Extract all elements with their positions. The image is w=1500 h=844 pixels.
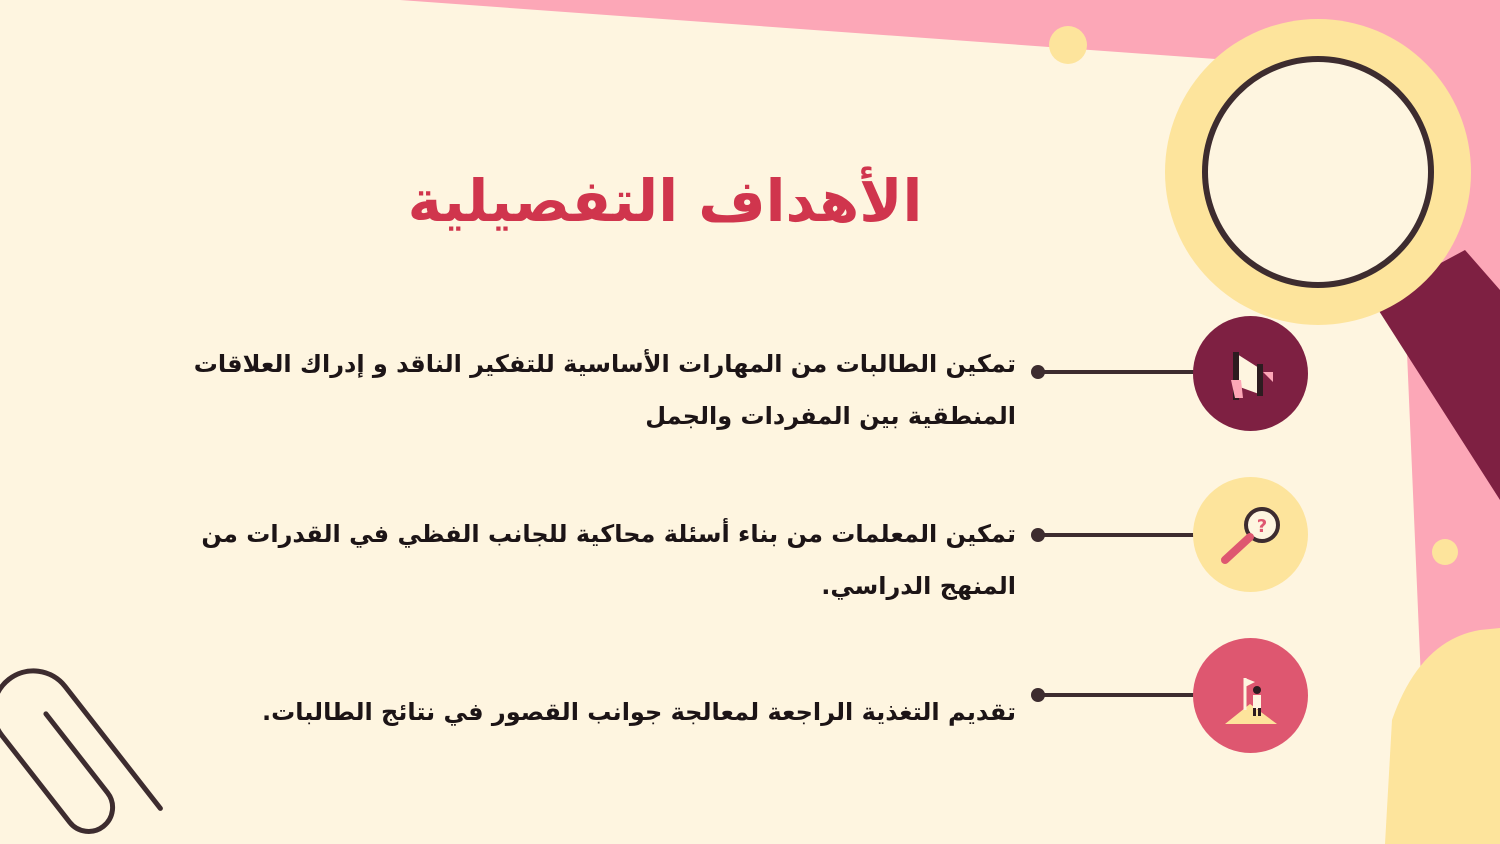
objective-1-text: تمكين الطالبات من المهارات الأساسية للتفكير الناقد و إدراك العلاقات المنطقية بين المفردات والجمل (193, 350, 1016, 430)
megaphone-icon (1193, 316, 1308, 431)
objective-3-connector (1037, 693, 1197, 697)
yellow-blob-shape (1385, 628, 1500, 844)
svg-text:?: ? (1256, 516, 1268, 537)
objective-2-connector (1037, 533, 1197, 537)
objective-2-text: تمكين المعلمات من بناء أسئلة محاكية للجانب الفظي في القدرات من المنهج الدراسي. (201, 520, 1016, 600)
flag-mountain-icon (1193, 638, 1308, 753)
yellow-dot (1049, 26, 1087, 64)
paperclip-icon (0, 655, 160, 844)
objective-3-icon-badge (1193, 638, 1308, 753)
objective-2-icon-badge (1193, 477, 1308, 592)
objective-1-connector (1037, 370, 1197, 374)
magnifier-question-icon (1193, 477, 1308, 592)
slide-title: الأهداف التفصيلية (407, 167, 923, 235)
yellow-dot (1432, 539, 1458, 565)
objective-1-icon-badge (1193, 316, 1308, 431)
objective-3-text: تقديم التغذية الراجعة لمعالجة جوانب القصور في نتائج الطالبات. (262, 698, 1016, 726)
